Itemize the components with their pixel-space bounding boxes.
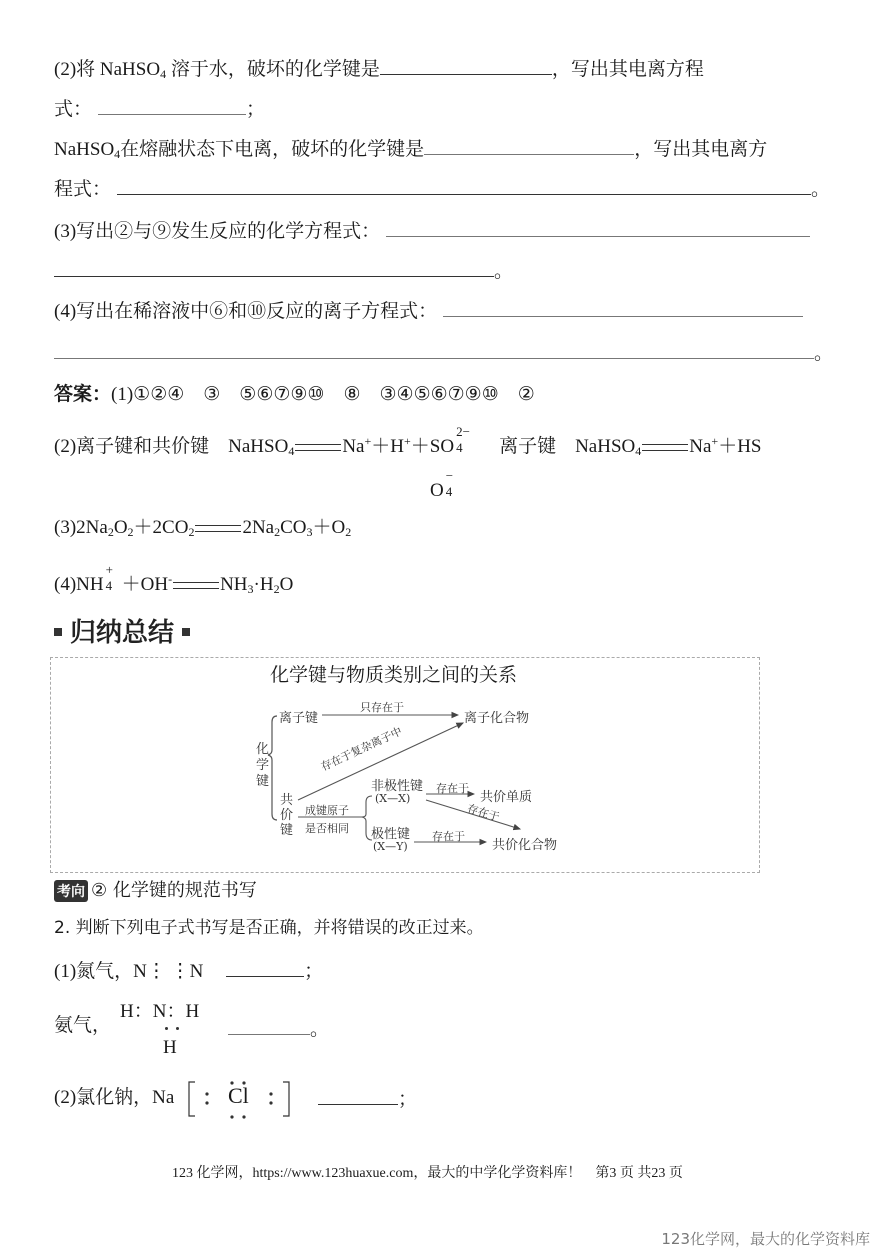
root-char: 化 [256, 742, 270, 757]
text: ＋HS [718, 436, 762, 457]
subscript: 2 [127, 525, 134, 539]
text: ＋H [371, 436, 404, 457]
lone-pair-dot [165, 1027, 168, 1030]
text: ； [398, 1089, 418, 1110]
root-bracket [268, 716, 277, 820]
superscript: + [711, 434, 719, 448]
text: Na [152, 1087, 175, 1108]
text: 2Na [242, 517, 275, 538]
superscript: - [168, 572, 173, 586]
topic-badge: 考向 [54, 880, 88, 902]
text: Na [689, 436, 712, 457]
subscript: 2 [274, 525, 281, 539]
text: O [279, 574, 294, 595]
text: ＋SO [410, 436, 455, 457]
topic-title: 化学键的规范书写 [112, 880, 257, 901]
ionic-bond: 离子键 [279, 711, 319, 726]
lone-pair-dot [176, 1027, 179, 1030]
diagram-root [256, 742, 269, 790]
text: (3)写出②与⑨发生反应的化学方程式： [54, 221, 381, 242]
electron-item-2-blank [228, 1018, 329, 1042]
subscript: 2 [345, 525, 352, 539]
text: ·H [253, 574, 274, 595]
text: 。 [310, 1019, 330, 1040]
condition-1: 成键原子 [305, 804, 349, 817]
subscript: 3 [306, 525, 313, 539]
text: ＋2CO [133, 517, 189, 538]
text: 溶于水，破坏的化学键是 [166, 59, 380, 80]
diagram-title: 化学键与物质类别之间的关系 [270, 664, 518, 686]
covalent-char: 键 [280, 823, 294, 838]
question-2-intro: 2. 判断下列电子式书写是否正确，并将错误的改正过来。 [54, 918, 484, 938]
subscript: 4 [635, 444, 642, 458]
covalent-char: 共 [280, 793, 294, 808]
formula-nh3-top: H：N：H [120, 1001, 200, 1022]
only-in-label: 只存在于 [360, 701, 404, 714]
covalent-element: 共价单质 [480, 790, 533, 805]
watermark: 123化学网，最大的化学资料库 [661, 1230, 870, 1248]
formula-cl: Cl [228, 1083, 249, 1108]
subscript: 4 [114, 147, 121, 161]
electron-item-3-blank [318, 1088, 417, 1112]
covalent-bond [280, 793, 293, 838]
ionic-compound: 离子化合物 [464, 711, 530, 726]
charge: + [105, 562, 113, 577]
text: (1)氮气， [54, 961, 134, 982]
complex-ion-label: 存在于复杂离子中 [318, 724, 405, 774]
text: 程式： [54, 179, 112, 200]
subscript: 4 [105, 578, 113, 593]
text: (4)写出在稀溶液中⑥和⑩反应的离子方程式： [54, 301, 438, 322]
root-char: 学 [256, 758, 270, 773]
root-char: 键 [256, 774, 270, 789]
text: 氨气， [54, 1015, 112, 1036]
electron-item-1 [54, 960, 323, 984]
text: 离子键 NaHSO [480, 436, 636, 457]
electron-item-2 [54, 1014, 111, 1038]
text: ； [304, 961, 324, 982]
nonpolar-form: (X—X) [375, 792, 411, 805]
condition-2: 是否相同 [305, 822, 349, 835]
answer-blank[interactable] [228, 1020, 310, 1035]
polar-form: (X—Y) [373, 840, 408, 853]
text: ＋OH [121, 574, 169, 595]
subscript: 4 [160, 67, 167, 81]
covalent-compound: 共价化合物 [492, 838, 558, 853]
answer-label: 答案： [54, 383, 112, 405]
exists-in-label-1: 存在于 [436, 782, 469, 795]
covalent-char: 价 [280, 808, 294, 823]
text: CO [280, 517, 307, 538]
subscript: 4 [456, 440, 463, 455]
text: NaHSO [54, 139, 115, 160]
subscript: 2 [107, 525, 114, 539]
text: (2)将 NaHSO [54, 59, 161, 80]
subscript: 2 [188, 525, 195, 539]
text: 。 [814, 343, 834, 364]
text: (2)离子键和共价键 NaHSO [54, 436, 289, 457]
heading-text: 归纳总结 [70, 618, 175, 648]
formula-nh3-bottom: H [163, 1037, 177, 1058]
text: ； [246, 99, 266, 120]
text: 在熔融状态下电离，破坏的化学键是 [120, 139, 425, 160]
formula-n2: N⋮ ⋮N [133, 961, 204, 982]
topic-2-heading [54, 876, 257, 902]
text: NH [220, 574, 248, 595]
text: O [113, 517, 128, 538]
superscript: + [364, 434, 372, 448]
text: (3)2Na [54, 517, 108, 538]
subscript: 4 [288, 444, 295, 458]
subscript: 2 [273, 582, 280, 596]
text: 式： [54, 99, 93, 120]
text: 。 [494, 261, 514, 282]
subscript: 3 [247, 582, 254, 596]
text: O [430, 480, 444, 501]
topic-number: ② [91, 880, 108, 901]
text: ，写出其电离方程 [551, 59, 704, 80]
superscript: + [404, 434, 411, 448]
polar-bond: 极性键 [371, 827, 411, 842]
exists-in-label-3: 存在于 [432, 830, 465, 843]
text: (2)氯化钠， [54, 1087, 153, 1108]
text: 。 [811, 179, 831, 200]
text: ＋O [312, 517, 346, 538]
nonpolar-bond: 非极性键 [371, 779, 424, 794]
text: ，写出其电离方 [634, 139, 768, 160]
charge: 2− [456, 424, 470, 439]
charge: − [445, 468, 454, 483]
subscript: 4 [445, 484, 453, 499]
answer-blank[interactable] [226, 962, 304, 977]
page-footer: 123 化学网，https://www.123huaxue.com，最大的中学化学资料库！ 第3 页 共23 页 [172, 1166, 683, 1181]
text: (1)①②④ ③ ⑤⑥⑦⑨⑩ ⑧ ③④⑤⑥⑦⑨⑩ ② [111, 384, 535, 405]
text: (4)NH [54, 574, 104, 595]
text: Na [342, 436, 365, 457]
answer-blank[interactable] [318, 1090, 398, 1105]
electron-item-3 [54, 1086, 174, 1110]
exists-in-label-2: 存在于 [465, 801, 501, 824]
